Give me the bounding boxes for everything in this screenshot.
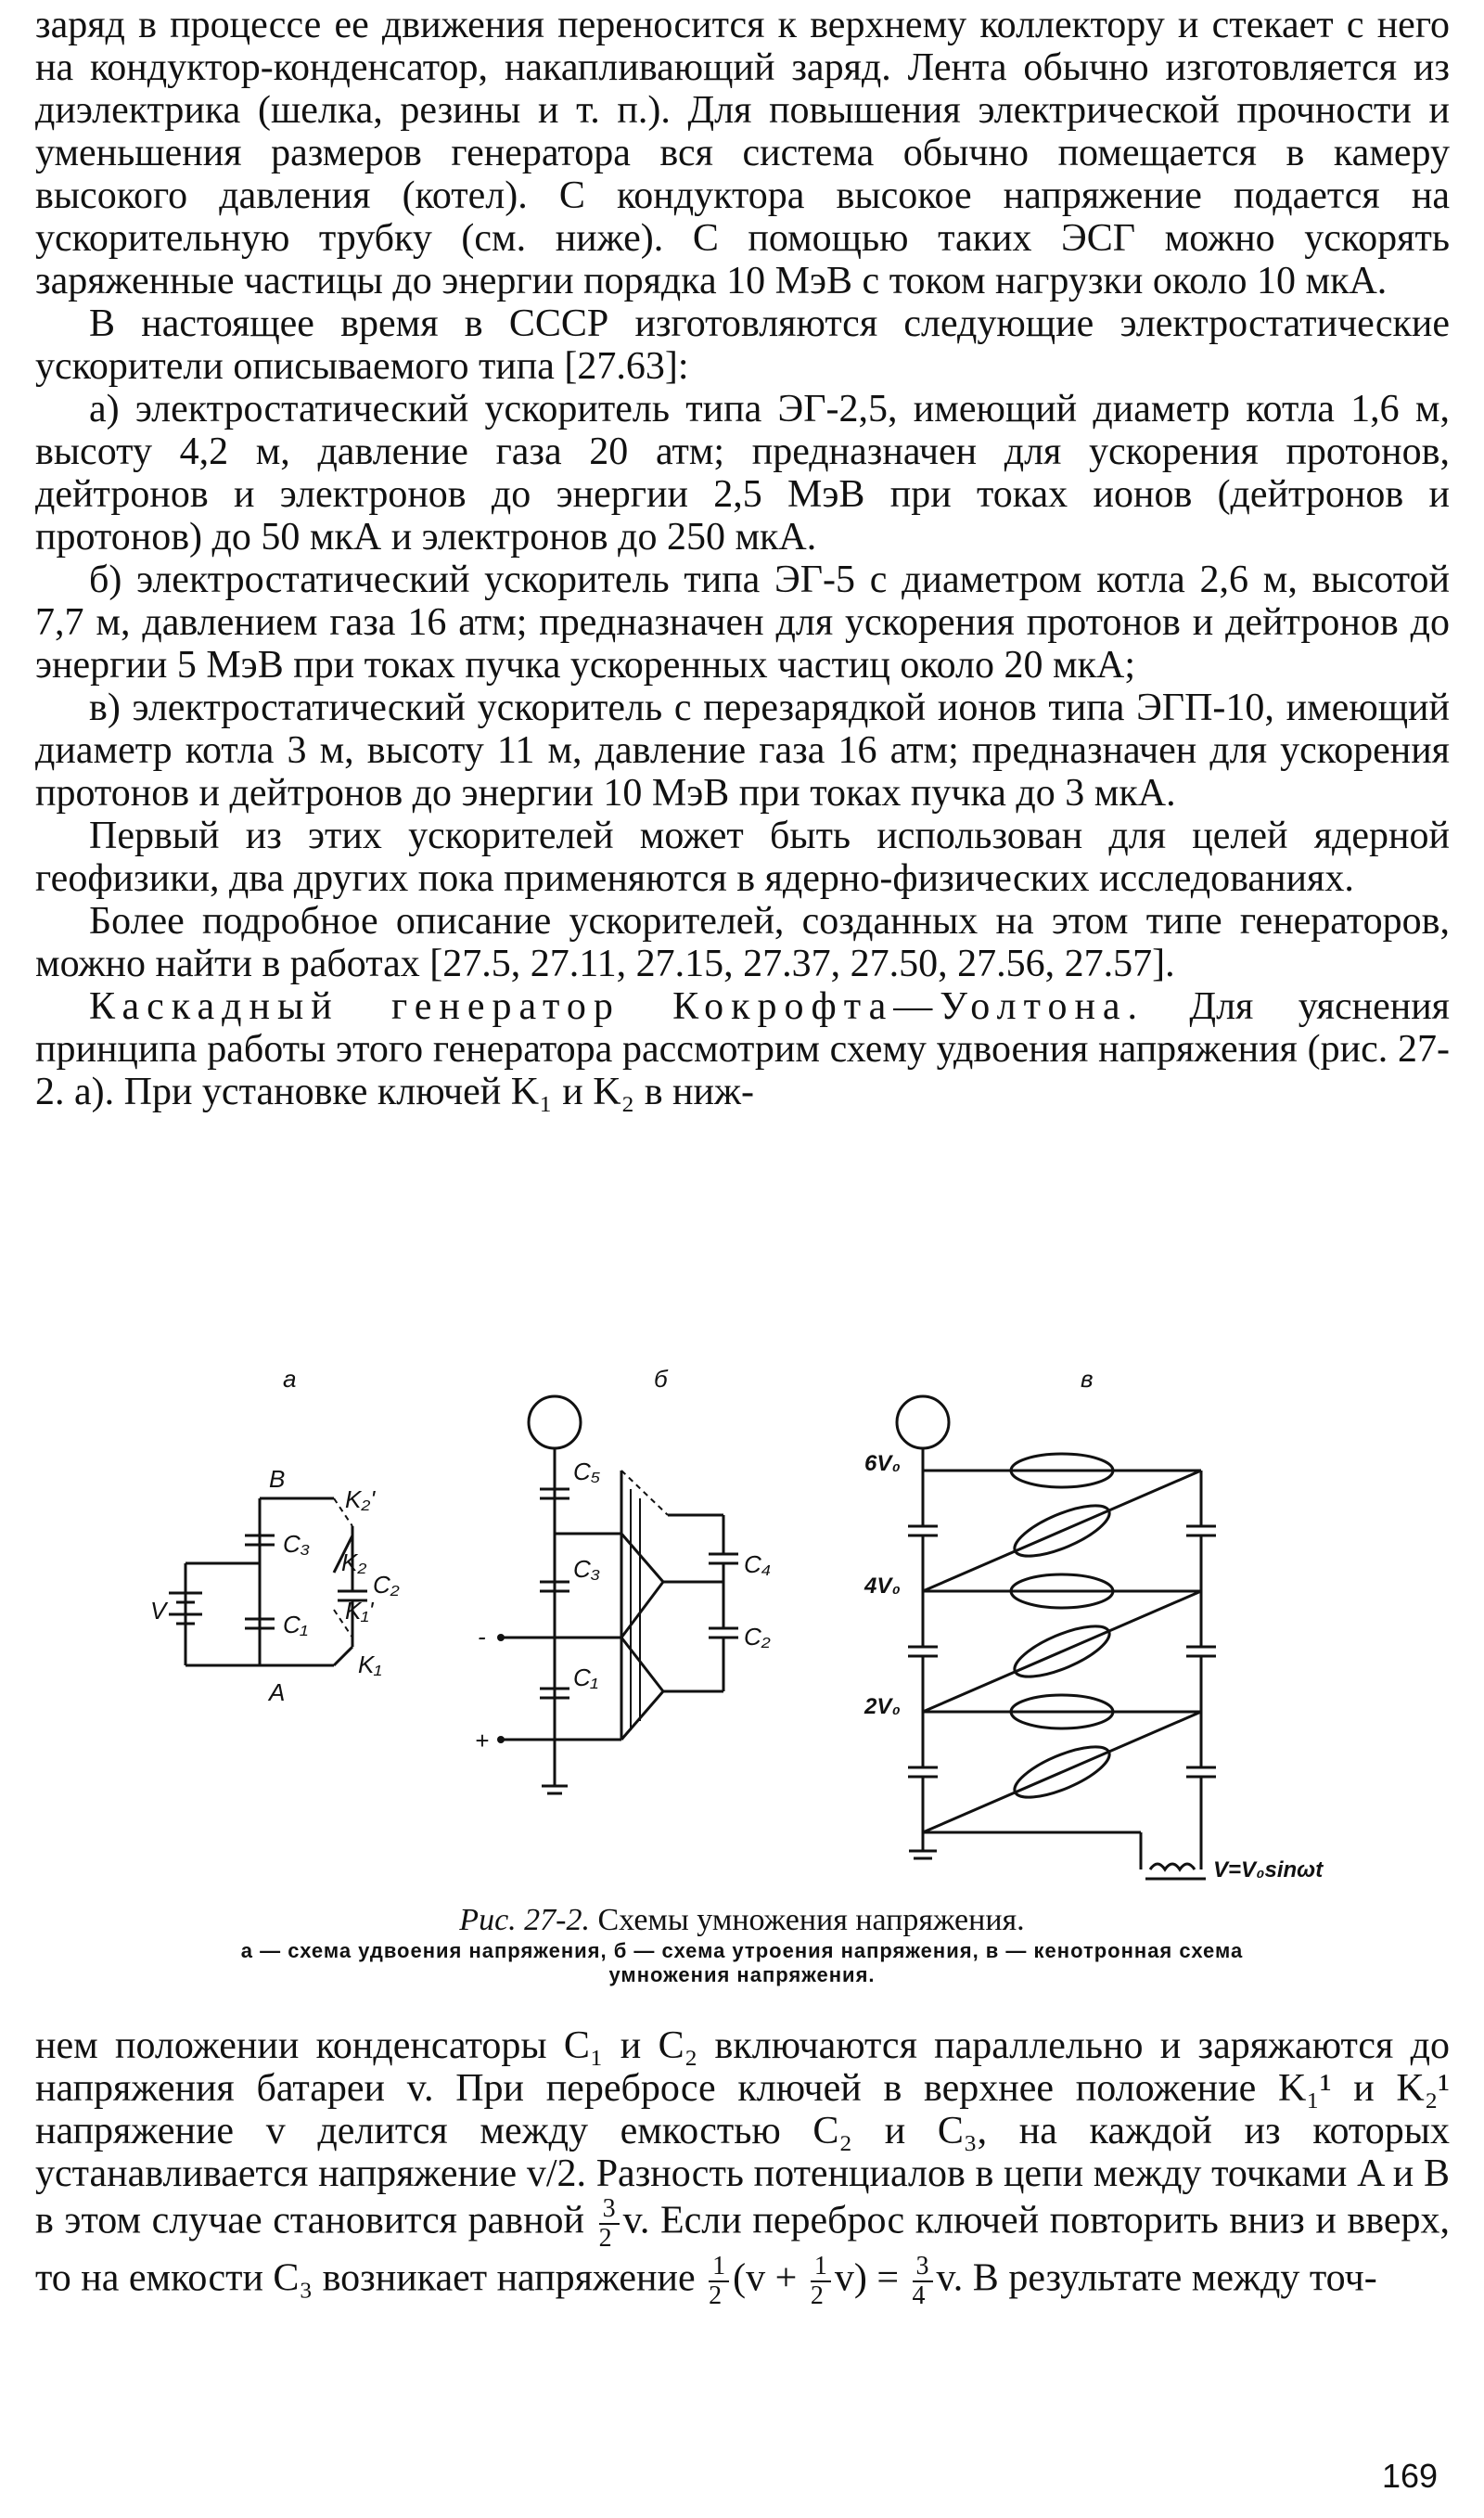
- paragraph: Первый из этих ускорителей может быть использован для целей ядерной геофизики, два других пока применяются в ядерно-физических исследованиях.: [35, 815, 1450, 900]
- formula-part: v) =: [834, 2256, 900, 2300]
- list-item: б) электростатический ускоритель типа ЭГ-5 с диаметром котла 2,6 м, высотой 7,7 м, давлением газа 16 атм; предназначен для ускорения протонов и дейтронов до энергии 5 МэВ при токах пучка ускоренных частиц около 20 мкА;: [35, 559, 1450, 687]
- top-text: [35, 4, 1450, 1113]
- bottom-text: [35, 2024, 1450, 2310]
- fraction: [811, 2253, 831, 2310]
- label-minus: -: [478, 1623, 486, 1651]
- numerator: 1: [709, 2253, 729, 2282]
- paragraph: заряд в процессе ее движения переносится к верхнему коллектору и стекает с него на кондуктор-конденсатор, накапливающий заряд. Лента обычно изготовляется из диэлектрика (шелка, резины и т. п.). Для повышения электрической прочности и уменьшения размеров генератора вся система обычно помещается в камеру высокого давления (котел). С кондуктора высокое напряжение подается на ускорительную трубку (см. ниже). С помощью таких ЭСГ можно ускорять заряженные частицы до энергии порядка 10 МэВ с током нагрузки около 10 мкА.: [35, 4, 1450, 302]
- panel-b-label: б: [654, 1365, 668, 1393]
- label-k1-prime: K₁': [345, 1597, 374, 1625]
- label-4v0: 4V₀: [864, 1574, 901, 1599]
- label-c4: C₄: [744, 1550, 772, 1578]
- numerator: 1: [811, 2253, 831, 2282]
- figure-caption-details: [186, 1939, 1298, 1987]
- label-k2-prime: K₂': [345, 1485, 376, 1513]
- cascade-text: Для уяснения принципа работы этого генератора рассмотрим схему удвоения напряжения (рис. 27-2. а). При установке ключей K₁ и K₂ в ниж-: [35, 985, 1451, 1113]
- label-plus: +: [475, 1727, 490, 1754]
- numerator: 3: [599, 2195, 620, 2225]
- cascade-paragraph: [35, 985, 1450, 1113]
- label-a: A: [269, 1678, 286, 1706]
- paragraph: [35, 2024, 1450, 2310]
- paragraph-text: v. Если переброс ключей повторить вниз и вверх, то на емкости C₃ возникает напряжение: [35, 2199, 1450, 2300]
- caption-label: Рис. 27-2.: [459, 1903, 590, 1937]
- fraction: [913, 2253, 933, 2310]
- panel-c-label: в: [1081, 1365, 1094, 1393]
- page-number: 169: [1382, 2457, 1439, 2495]
- diagram-a: [150, 1465, 400, 1706]
- label-c2: C₂: [373, 1571, 400, 1599]
- label-2v0: 2V₀: [864, 1694, 901, 1719]
- section-heading: Каскадный генератор Кокрофта—Уолтона.: [89, 985, 1145, 1028]
- label-c2: C₂: [744, 1623, 771, 1651]
- paragraph: Более подробное описание ускорителей, созданных на этом типе генераторов, можно найти в работах [27.5, 27.11, 27.15, 27.37, 27.50, 27.56, 27.57].: [35, 900, 1450, 985]
- label-c3: C₃: [573, 1555, 601, 1583]
- paragraph: В настоящее время в СССР изготовляются следующие электростатические ускорители описываемого типа [27.63]:: [35, 302, 1450, 388]
- numerator: 3: [913, 2253, 933, 2282]
- denominator: 2: [709, 2281, 723, 2310]
- fraction: [709, 2253, 729, 2310]
- label-c1: C₁: [573, 1664, 598, 1691]
- label-c3: C₃: [283, 1530, 311, 1558]
- label-6v0: 6V₀: [864, 1451, 901, 1476]
- panel-a-label: а: [283, 1365, 297, 1393]
- label-v: V: [150, 1597, 167, 1625]
- denominator: 2: [810, 2281, 824, 2310]
- label-c1: C₁: [283, 1611, 308, 1638]
- label-b: B: [269, 1465, 286, 1493]
- diagram-b: [475, 1396, 771, 1793]
- figure-caption: [186, 1902, 1298, 1939]
- list-item: в) электростатический ускоритель с перезарядкой ионов типа ЭГП-10, имеющий диаметр котла 3 м, высоту 11 м, давление газа 16 атм; предназначен для ускорения протонов и дейтронов до энергии 10 МэВ при токах пучка до 3 мкА.: [35, 687, 1450, 815]
- diagram-c: [864, 1396, 1324, 1882]
- denominator: 2: [598, 2224, 612, 2253]
- list-item: а) электростатический ускоритель типа ЭГ-2,5, имеющий диаметр котла 1,6 м, высоту 4,2 м, давление газа 20 атм; предназначен для ускорения протонов, дейтронов и электронов до энергии 2,5 МэВ при токах ионов (дейтронов и протонов) до 50 мкА и электронов до 250 мкА.: [35, 388, 1450, 559]
- fraction: [599, 2195, 620, 2253]
- paragraph-text: нем положении конденсаторы C₁ и C₂ включаются параллельно и заряжаются до напряжения батареи v. При перебросе ключей в верхнее положение K₁¹ и K₂¹ напряжение v делится между емкостью C₂ и C₃, на каждой из которых устанавливается напряжение v/2. Разность потенциалов в цепи между точками A и B в этом случае становится равной: [35, 2024, 1450, 2242]
- denominator: 4: [912, 2281, 926, 2310]
- label-c5: C₅: [573, 1458, 601, 1485]
- paragraph-text: v. В результате между точ-: [936, 2256, 1377, 2300]
- label-source: V=V₀sinωt: [1213, 1857, 1324, 1882]
- caption-title: Схемы умножения напряжения.: [597, 1903, 1025, 1937]
- label-k1: K₁: [358, 1651, 382, 1678]
- formula-part: (v +: [733, 2256, 798, 2300]
- figure-27-2: [130, 1350, 1336, 1888]
- caption-details: а — схема удвоения напряжения, б — схема утроения напряжения, в — кенотронная схема умножения напряжения.: [240, 1939, 1244, 1986]
- label-k2: K₂: [341, 1548, 367, 1576]
- circuit-diagrams: [130, 1350, 1336, 1888]
